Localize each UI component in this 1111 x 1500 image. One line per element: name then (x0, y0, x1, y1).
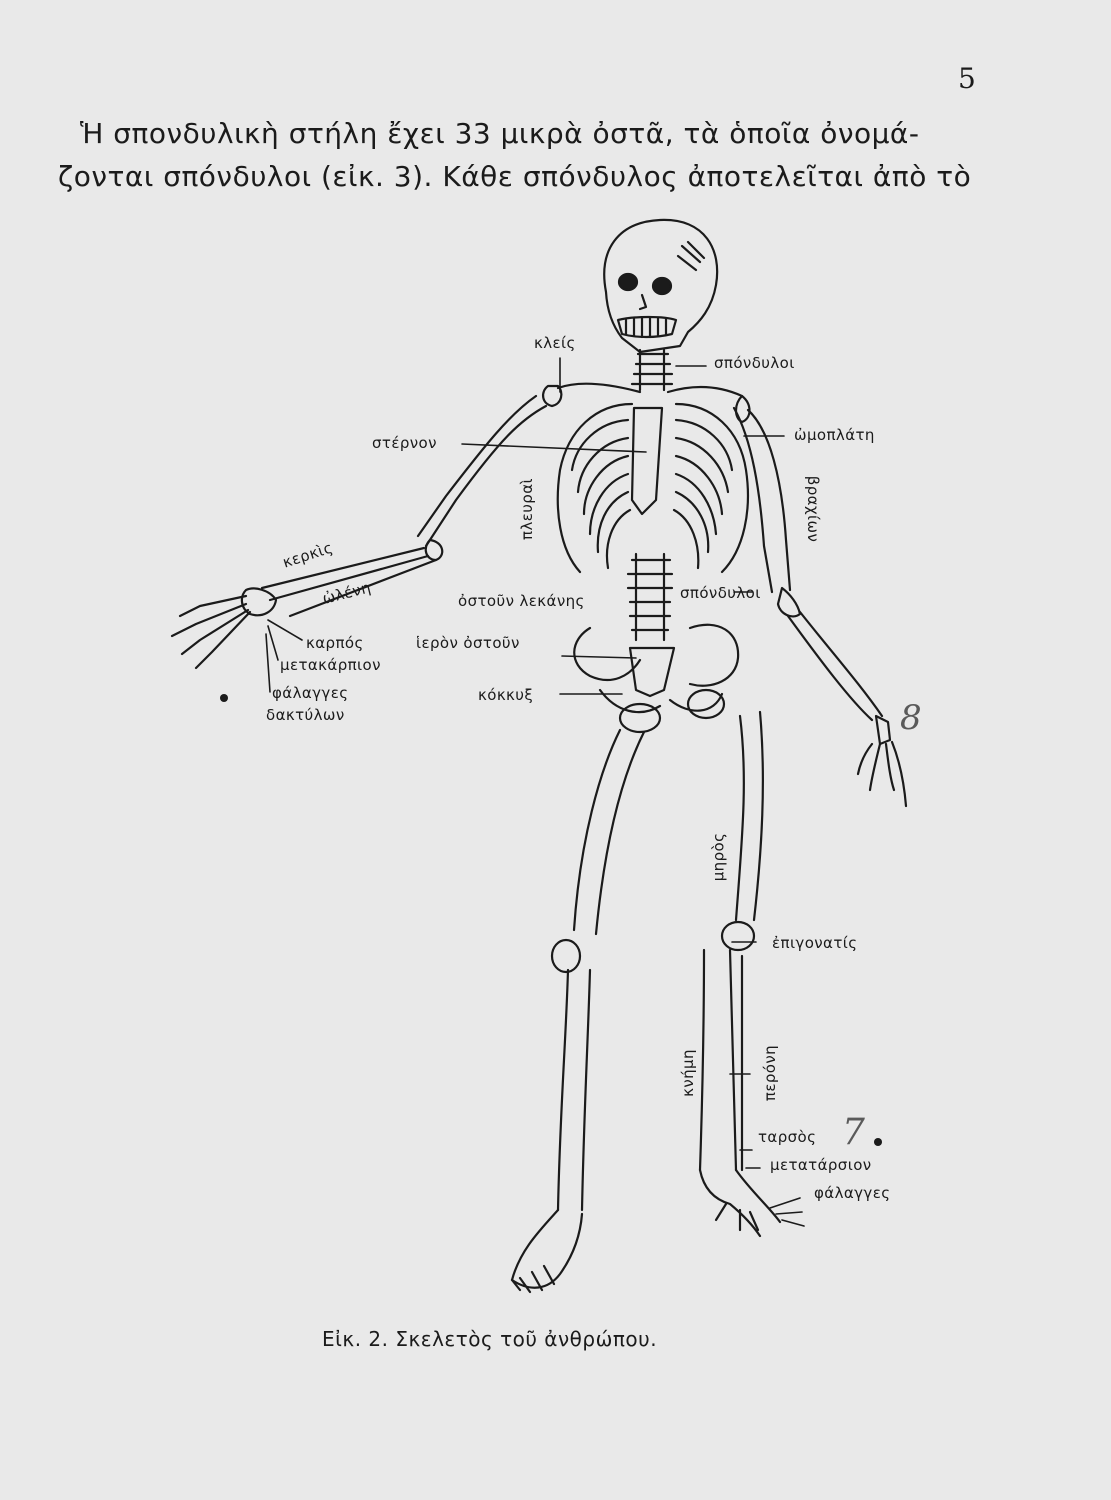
label-tibia: κνήμη (678, 1049, 697, 1097)
label-fibula: περόνη (761, 1044, 780, 1102)
intro-line-1: Ἡ σπονδυλικὴ στήλη ἔχει 33 μικρὰ ὀστᾶ, τὰ ὁποῖα ὀνομά- (80, 117, 920, 150)
skull-drawing (604, 220, 717, 352)
figure-caption: Εἰκ. 2. Σκελετὸς τοῦ ἀνθρώπου. (322, 1327, 658, 1351)
label-clavicle: κλείς (534, 334, 576, 352)
right-leg-drawing (512, 730, 644, 1292)
label-pelvic-bone: ὀστοῦν λεκάνης (458, 592, 585, 610)
handwritten-mark-7: 7 (842, 1112, 865, 1153)
handwritten-mark-8: 8 (900, 698, 922, 738)
label-vertebrae-low: σπόνδυλοι (680, 584, 761, 602)
lumbar-spine-drawing (628, 554, 672, 640)
label-fingers: δακτύλων (266, 706, 345, 724)
label-phalanges-hand: φάλαγγες (272, 684, 349, 702)
intro-line-2: ζονται σπόνδυλοι (εἰκ. 3). Κάθε σπόνδυλος ἀποτελεῖται ἀπὸ τὸ (58, 160, 972, 193)
label-phalanges-foot: φάλαγγες (814, 1184, 891, 1202)
label-vertebrae-top: σπόνδυλοι (714, 354, 795, 372)
label-ulna: ὠλένη (320, 578, 373, 608)
label-tarsus: ταρσὸς (758, 1128, 817, 1146)
label-femur: μηρὸς (709, 832, 728, 882)
label-humerus: βραχίων (804, 475, 823, 543)
page-number: 5 (958, 62, 976, 95)
right-arm-drawing (172, 396, 546, 668)
left-arm-drawing (734, 408, 906, 806)
left-leg-drawing (700, 712, 780, 1236)
label-patella: ἐπιγονατίς (772, 934, 858, 952)
label-carpus: καρπός (306, 634, 364, 652)
label-scapula: ὠμοπλάτη (794, 426, 875, 444)
neck-vertebrae-drawing (632, 350, 672, 390)
label-radius: κερκὶς (280, 538, 336, 572)
rib-cage-drawing (558, 404, 748, 572)
label-ribs: πλευραὶ (517, 478, 536, 540)
shoulder-girdle-drawing (543, 384, 749, 422)
label-sternum: στέρνον (372, 434, 437, 452)
label-coccyx: κόκκυξ (478, 686, 534, 704)
label-sacrum: ἱερὸν ὀστοῦν (416, 634, 520, 652)
label-metatarsus: μετατάρσιον (770, 1156, 872, 1174)
pelvis-drawing (574, 625, 738, 732)
label-metacarpus: μετακάρπιον (280, 656, 381, 674)
